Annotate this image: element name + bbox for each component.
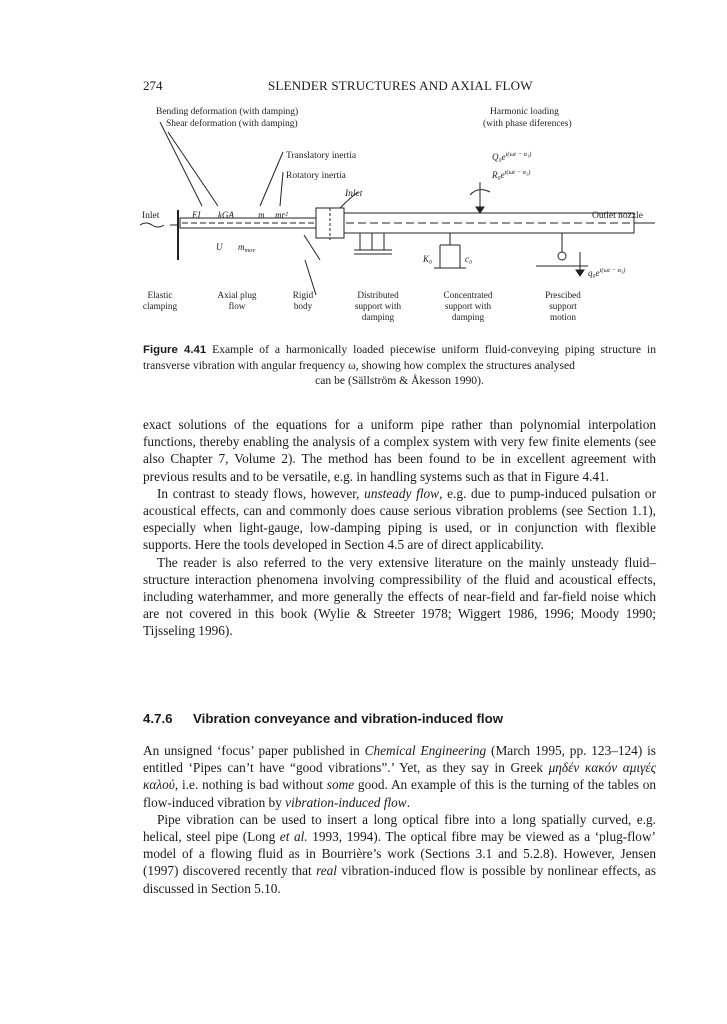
- leader-bending: [160, 122, 202, 206]
- greek-phrase: μηδέν κακόν αμιγές καλού: [143, 760, 656, 793]
- section-heading: [143, 711, 503, 726]
- page-number: 274: [143, 78, 163, 93]
- bottom-label-prescribed-3: motion: [549, 312, 577, 322]
- leader-rotatory: [280, 172, 283, 206]
- bottom-label-rigid: Rigid: [292, 290, 314, 300]
- bottom-label-concentrated-2: support with: [444, 301, 492, 311]
- bottom-label-axial: Axial plug: [217, 290, 257, 300]
- paragraph-5: Pipe vibration can be used to insert a long optical fibre into a long spatially curved, e.g. helical, steel pipe (Long et al. 1993, 1994). The optical fibre may be viewed as a ‘plug-flow’ model of a flowing fluid as in Bourrière’s work (Sections 3.1 and 5.2.8). However, Jensen (1997) discovered recently that real vibration-induced flow is possible by nonlinear effects, as discussed in Section 5.10.: [143, 811, 656, 896]
- bottom-labels: [143, 290, 581, 322]
- label-shear: Shear deformation (with damping): [166, 119, 298, 129]
- bottom-label-distributed-3: damping: [361, 312, 395, 322]
- paragraph-4: An unsigned ‘focus’ paper published in Chemical Engineering (March 1995, pp. 123–124) is entitled ‘Pipes can’t have “good vibrations”.’ Yet, as they say in Greek μηδέν κακόν αμιγές καλού, i.e. nothing is bad without some good. An example of this is the turning of the tables on flow-induced vibration by vibration-induced flow.: [143, 743, 656, 810]
- label-outlet: Outlet nozzle: [592, 211, 643, 221]
- paragraph-1: exact solutions of the equations for a uniform pipe rather than polynomial interpolation functions, thereby enabling the analysis of a complex system with very few finite elements (see also Chapter 7, Volume 2). The method has been found to be in excellent agreement with previous results and to be versatile, e.g. in handling systems such as that in Figure 4.41.: [143, 417, 656, 484]
- symbol-c0: c₀: [465, 254, 473, 264]
- symbol-q0: $Q_0e^{i(\omega t - \alpha_1)}$: [492, 151, 532, 162]
- leader-translatory: [260, 152, 283, 206]
- caption-label: Figure 4.41: [143, 344, 207, 356]
- symbol-m: m: [258, 210, 265, 220]
- paragraph-2: In contrast to steady flows, however, unsteady flow, e.g. due to pump-induced pulsation or acoustical effects, can and commonly does cause serious vibration problems (see Section 1.1), especially when light-gauge, low-damping piping is used, or in conjunction with flexible supports. Here the tools developed in Section 4.5 are of direct applicability.: [143, 485, 657, 553]
- body-text-block-2: [143, 742, 656, 897]
- leader-shear: [168, 132, 218, 206]
- figure-caption: [143, 342, 656, 388]
- symbol-mmov: $m_{mov}$: [238, 242, 256, 254]
- label-inlet-left: Inlet: [142, 211, 160, 221]
- paragraph-3: The reader is also referred to the very extensive literature on the mainly unsteady fluid–structure interaction phenomena involving compressibility of the fluid and acoustical effects, including waterhammer, and more generally the effects of near-field and far-field noise which are not covered in this book (Wylie & Streeter 1978; Wiggert 1986, 1996; Moody 1990; Tijsseling 1996).: [143, 554, 656, 639]
- bottom-label-axial-2: flow: [228, 301, 246, 311]
- bottom-label-elastic: Elastic: [147, 290, 173, 300]
- bottom-label-concentrated-3: damping: [451, 312, 485, 322]
- bottom-label-prescribed-2: support: [549, 301, 577, 311]
- caption-text-2: can be (Sällström & Åkesson 1990).: [315, 374, 484, 387]
- symbol-q0s: $q_0e^{i(\omega t - \alpha_3)}$: [588, 267, 626, 278]
- symbol-mr2: mr²: [275, 210, 288, 220]
- symbol-kga: kGA: [218, 210, 234, 220]
- figure-4-41: [140, 100, 660, 340]
- label-rotatory: Rotatory inertia: [286, 171, 346, 181]
- label-translatory: Translatory inertia: [286, 151, 357, 161]
- symbol-k0: K₀: [423, 254, 433, 264]
- symbol-r0: $R_0e^{i(\omega t - \alpha_2)}$: [492, 169, 531, 180]
- bottom-label-elastic-2: clamping: [142, 301, 178, 311]
- section-number: 4.7.6: [143, 711, 173, 726]
- caption-text-1: Example of a harmonically loaded piecewise uniform fluid-conveying piping structure in transverse vibration with angular frequency ω, showing how complex the structures analysed: [143, 343, 656, 372]
- bottom-label-distributed-2: support with: [354, 301, 402, 311]
- bottom-label-prescribed: Prescibed: [545, 290, 581, 300]
- label-phase: (with phase diferences): [483, 119, 572, 129]
- label-bending: Bending deformation (with damping): [156, 107, 299, 117]
- bottom-label-rigid-2: body: [293, 301, 313, 311]
- label-inlet-small: Inlet: [345, 189, 363, 199]
- bottom-label-concentrated: Concentrated: [443, 290, 493, 300]
- label-harmonic: Harmonic loading: [490, 107, 559, 117]
- running-title: SLENDER STRUCTURES AND AXIAL FLOW: [268, 78, 533, 93]
- emphasis-unsteady-flow: unsteady flow: [364, 485, 440, 501]
- body-text-block-1: [143, 416, 656, 640]
- inlet-squiggle: [140, 223, 164, 227]
- bottom-label-distributed: Distributed: [357, 290, 399, 300]
- symbol-u: U: [216, 242, 223, 252]
- symbol-ei: EI: [192, 210, 201, 220]
- section-title: Vibration conveyance and vibration-induced flow: [193, 711, 504, 726]
